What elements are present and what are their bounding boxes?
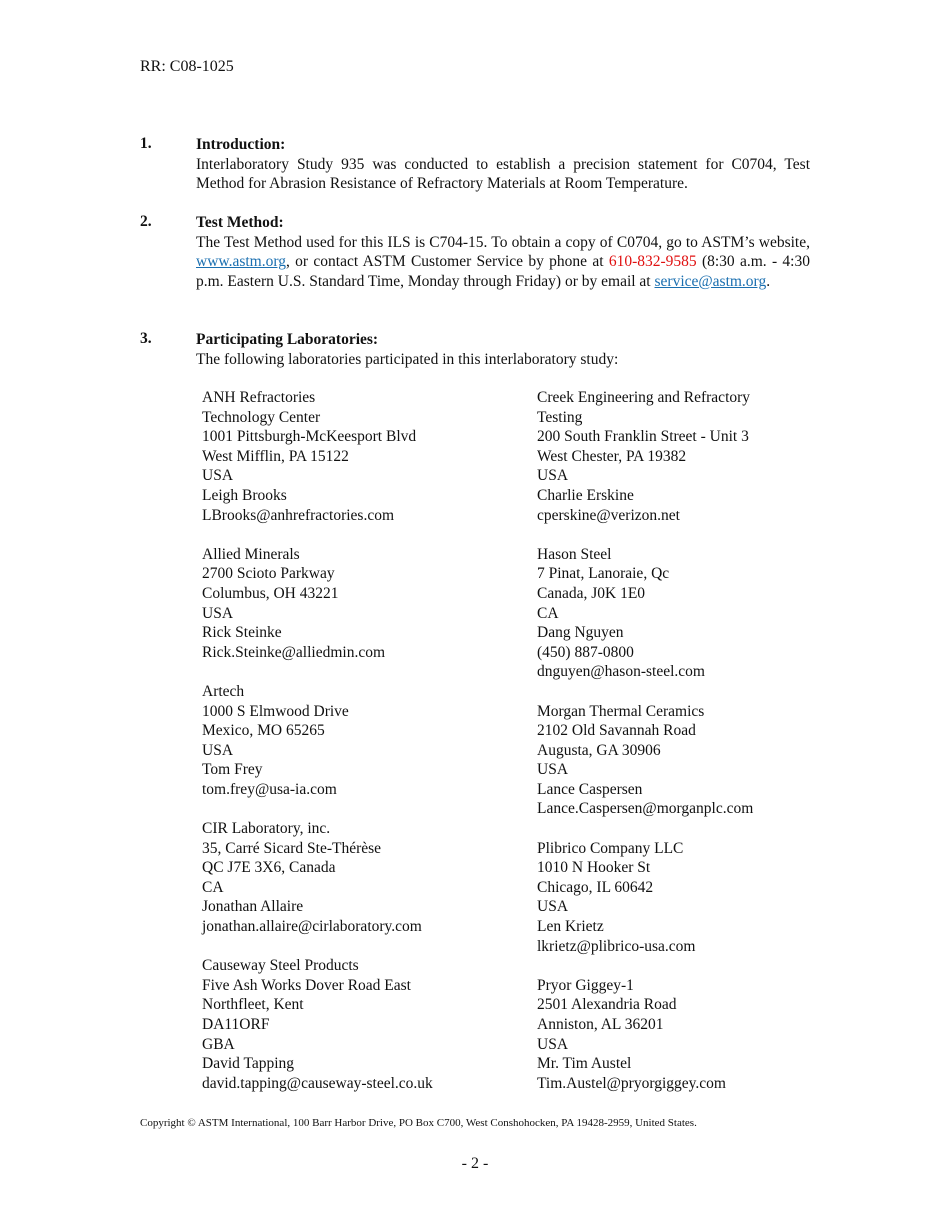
lab-line: CIR Laboratory, inc. [202, 820, 331, 838]
text-part: . [766, 272, 771, 290]
text-part: The Test Method used for this ILS is C704-15. To obtain a copy of C0704, go to ASTM’s website, [196, 233, 810, 251]
lab-line: 200 South Franklin Street - Unit 3 [537, 428, 749, 446]
lab-line: West Chester, PA 19382 [537, 447, 687, 465]
section-title: Introduction: [196, 136, 286, 153]
lab-line: cperskine@verizon.net [537, 506, 680, 524]
phone-number: 610-832-9585 [608, 253, 697, 271]
section-number: 2. [140, 213, 152, 230]
lab-line: Rick.Steinke@alliedmin.com [202, 643, 386, 661]
section-introduction [140, 135, 810, 194]
astm-website-link[interactable]: www.astm.org [196, 253, 286, 271]
lab-entry [202, 545, 522, 663]
section-text: The following laboratories participated in this interlaboratory study: [196, 350, 619, 368]
lab-line: Testing [537, 408, 583, 426]
lab-line: USA [537, 1035, 569, 1053]
section-title: Test Method: [196, 214, 284, 231]
lab-entry [537, 545, 837, 682]
lab-line: USA [202, 467, 234, 485]
lab-line: Len Krietz [537, 918, 604, 936]
lab-line: USA [537, 467, 569, 485]
lab-entry [537, 839, 837, 957]
lab-line: tom.frey@usa-ia.com [202, 780, 337, 798]
lab-line: Morgan Thermal Ceramics [537, 702, 705, 720]
service-email-link[interactable]: service@astm.org [654, 272, 767, 290]
lab-entry [202, 388, 522, 525]
lab-entry [537, 976, 837, 1094]
lab-line: 1001 Pittsburgh-McKeesport Blvd [202, 428, 417, 446]
lab-line: USA [537, 898, 569, 916]
lab-line: Lance.Caspersen@morganplc.com [537, 800, 754, 818]
lab-line: dnguyen@hason-steel.com [537, 663, 705, 681]
lab-line: 2700 Scioto Parkway [202, 565, 335, 583]
lab-line: USA [202, 741, 234, 759]
lab-entry [537, 388, 837, 525]
lab-line: QC J7E 3X6, Canada [202, 859, 336, 877]
text-part: , or contact ASTM Customer Service by phone at [285, 253, 609, 271]
lab-line: ANH Refractories [202, 389, 316, 406]
copyright-footer: Copyright © ASTM International, 100 Barr Harbor Drive, PO Box C700, West Conshohocken, PA 19428-2959, United States. [140, 1117, 697, 1129]
lab-line: 35, Carré Sicard Ste-Thérèse [202, 839, 382, 857]
lab-line: Pryor Giggey-1 [537, 976, 634, 994]
lab-line: Plibrico Company LLC [537, 839, 684, 857]
lab-line: Tim.Austel@pryorgiggey.com [537, 1074, 726, 1092]
lab-line: USA [537, 761, 569, 779]
labs-left-column [202, 388, 522, 1113]
lab-line: CA [537, 604, 559, 622]
section-number: 1. [140, 135, 152, 152]
section-participating-labs [140, 330, 810, 369]
page-number: - 2 - [461, 1155, 489, 1172]
section-title: Participating Laboratories: [196, 331, 379, 348]
lab-entry [202, 956, 522, 1093]
lab-line: DA11ORF [202, 1016, 270, 1033]
lab-line: Columbus, OH 43221 [202, 584, 339, 602]
lab-line: Dang Nguyen [537, 624, 624, 642]
lab-line: (450) 887-0800 [537, 643, 634, 661]
lab-line: Mexico, MO 65265 [202, 722, 325, 740]
lab-entry [537, 702, 837, 820]
lab-line: Anniston, AL 36201 [537, 1016, 664, 1033]
text-part: (8:30 a.m. - 4:30 p.m. Eastern U.S. Standard Time, Monday through Friday) or by email at [196, 253, 810, 290]
section-test-method [140, 213, 810, 291]
lab-line: Northfleet, Kent [202, 996, 304, 1014]
lab-line: Allied Minerals [202, 545, 300, 563]
lab-line: jonathan.allaire@cirlaboratory.com [202, 918, 422, 936]
lab-line: Causeway Steel Products [202, 957, 359, 975]
lab-line: Jonathan Allaire [202, 898, 304, 916]
lab-line: 1000 S Elmwood Drive [202, 702, 349, 720]
lab-line: Leigh Brooks [202, 486, 287, 504]
lab-line: david.tapping@causeway-steel.co.uk [202, 1074, 433, 1092]
section-text: Interlaboratory Study 935 was conducted to establish a precision statement for C0704, Test Method for Abrasion Resistance of Refractory Materials at Room Temperature. [196, 155, 810, 193]
lab-line: LBrooks@anhrefractories.com [202, 506, 395, 524]
lab-line: Charlie Erskine [537, 486, 634, 504]
lab-line: Creek Engineering and Refractory [537, 389, 751, 406]
document-id: RR: C08-1025 [140, 58, 234, 75]
lab-line: GBA [202, 1035, 235, 1053]
lab-line: Lance Caspersen [537, 780, 643, 798]
lab-line: 1010 N Hooker St [537, 859, 651, 877]
lab-line: CA [202, 878, 224, 896]
lab-line: 2102 Old Savannah Road [537, 722, 696, 740]
lab-line: 7 Pinat, Lanoraie, Qc [537, 565, 670, 583]
section-number: 3. [140, 330, 152, 347]
lab-line: David Tapping [202, 1055, 295, 1073]
lab-line: Hason Steel [537, 545, 612, 563]
lab-line: West Mifflin, PA 15122 [202, 447, 349, 465]
lab-line: Artech [202, 682, 245, 700]
lab-line: Technology Center [202, 408, 321, 426]
lab-line: 2501 Alexandria Road [537, 996, 677, 1014]
lab-line: lkrietz@plibrico-usa.com [537, 937, 696, 955]
lab-line: Augusta, GA 30906 [537, 741, 661, 759]
lab-line: USA [202, 604, 234, 622]
lab-line: Mr. Tim Austel [537, 1055, 632, 1073]
lab-line: Canada, J0K 1E0 [537, 584, 646, 602]
lab-line: Chicago, IL 60642 [537, 878, 654, 896]
lab-entry [202, 682, 522, 800]
lab-line: Five Ash Works Dover Road East [202, 976, 411, 994]
labs-right-column [537, 388, 837, 1113]
lab-line: Rick Steinke [202, 624, 282, 642]
section-text [196, 233, 810, 292]
lab-entry [202, 819, 522, 937]
lab-line: Tom Frey [202, 761, 263, 779]
